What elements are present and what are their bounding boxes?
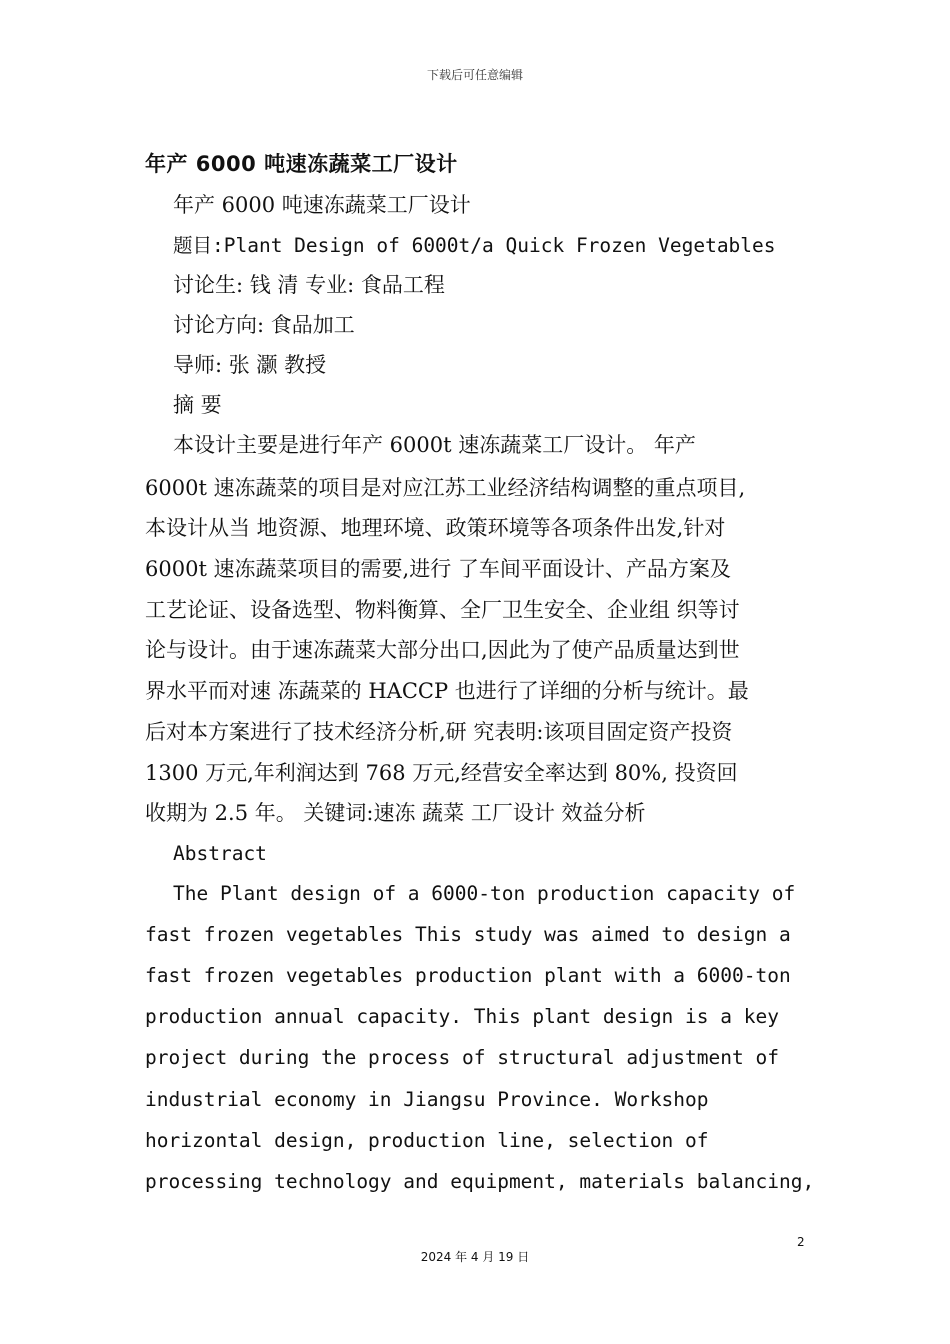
abstract-en-line: industrial economy in Jiangsu Province. Workshop — [145, 1088, 709, 1111]
footer-date: 2024 年 4 月 19 日 — [420, 1250, 530, 1264]
abstract-cn-line: 1300 万元,年利润达到 768 万元,经营安全率达到 80%, 投资回 — [145, 761, 738, 785]
abstract-en-line: processing technology and equipment, materials balancing, — [145, 1170, 815, 1193]
abstract-cn-line: 收期为 2.5 年。 关键词:速冻 蔬菜 工厂设计 效益分析 — [145, 801, 646, 825]
abstract-cn-line: 6000t 速冻蔬菜项目的需要,进行 了车间平面设计、产品方案及 — [145, 557, 731, 581]
abstract-cn-line: 工艺论证、设备选型、物料衡算、全厂卫生安全、企业组 织等讨 — [145, 598, 740, 622]
abstract-cn-line: 界水平而对速 冻蔬菜的 HACCP 也进行了详细的分析与统计。最 — [145, 679, 749, 703]
abstract-cn-heading: 摘 要 — [173, 393, 222, 417]
header-note: 下载后可任意编辑 — [426, 68, 523, 82]
abstract-cn-line: 论与设计。由于速冻蔬菜大部分出口,因此为了使产品质量达到世 — [145, 638, 740, 662]
info-line-direction: 讨论方向: 食品加工 — [173, 313, 355, 337]
abstract-cn-line: 本设计主要是进行年产 6000t 速冻蔬菜工厂设计。 年产 — [173, 433, 696, 457]
abstract-en-line: production annual capacity. This plant design is a key — [145, 1005, 779, 1028]
abstract-en-heading: Abstract — [173, 842, 267, 865]
abstract-en-line: fast frozen vegetables production plant with a 6000-ton — [145, 964, 791, 987]
info-line-student: 讨论生: 钱 清 专业: 食品工程 — [173, 273, 445, 297]
abstract-en-line: horizontal design, production line, selection of — [145, 1129, 709, 1152]
abstract-cn-line: 本设计从当 地资源、地理环境、政策环境等各项条件出发,针对 — [145, 516, 726, 540]
abstract-en-line: fast frozen vegetables This study was aimed to design a — [145, 923, 791, 946]
abstract-cn-line: 6000t 速冻蔬菜的项目是对应江苏工业经济结构调整的重点项目, — [145, 476, 746, 500]
document-title: 年产 6000 吨速冻蔬菜工厂设计 — [145, 152, 458, 176]
abstract-cn-line: 后对本方案进行了技术经济分析,研 究表明:该项目固定资产投资 — [145, 720, 733, 744]
info-line-title: 年产 6000 吨速冻蔬菜工厂设计 — [173, 193, 471, 217]
abstract-en-line: project during the process of structural adjustment of — [145, 1046, 779, 1069]
info-line-topic: 题目:Plant Design of 6000t/a Quick Frozen Vegetables — [173, 234, 776, 257]
info-line-advisor: 导师: 张 灏 教授 — [173, 353, 327, 377]
abstract-en-line: The Plant design of a 6000-ton production capacity of — [173, 882, 796, 905]
page-number: 2 — [797, 1235, 805, 1249]
